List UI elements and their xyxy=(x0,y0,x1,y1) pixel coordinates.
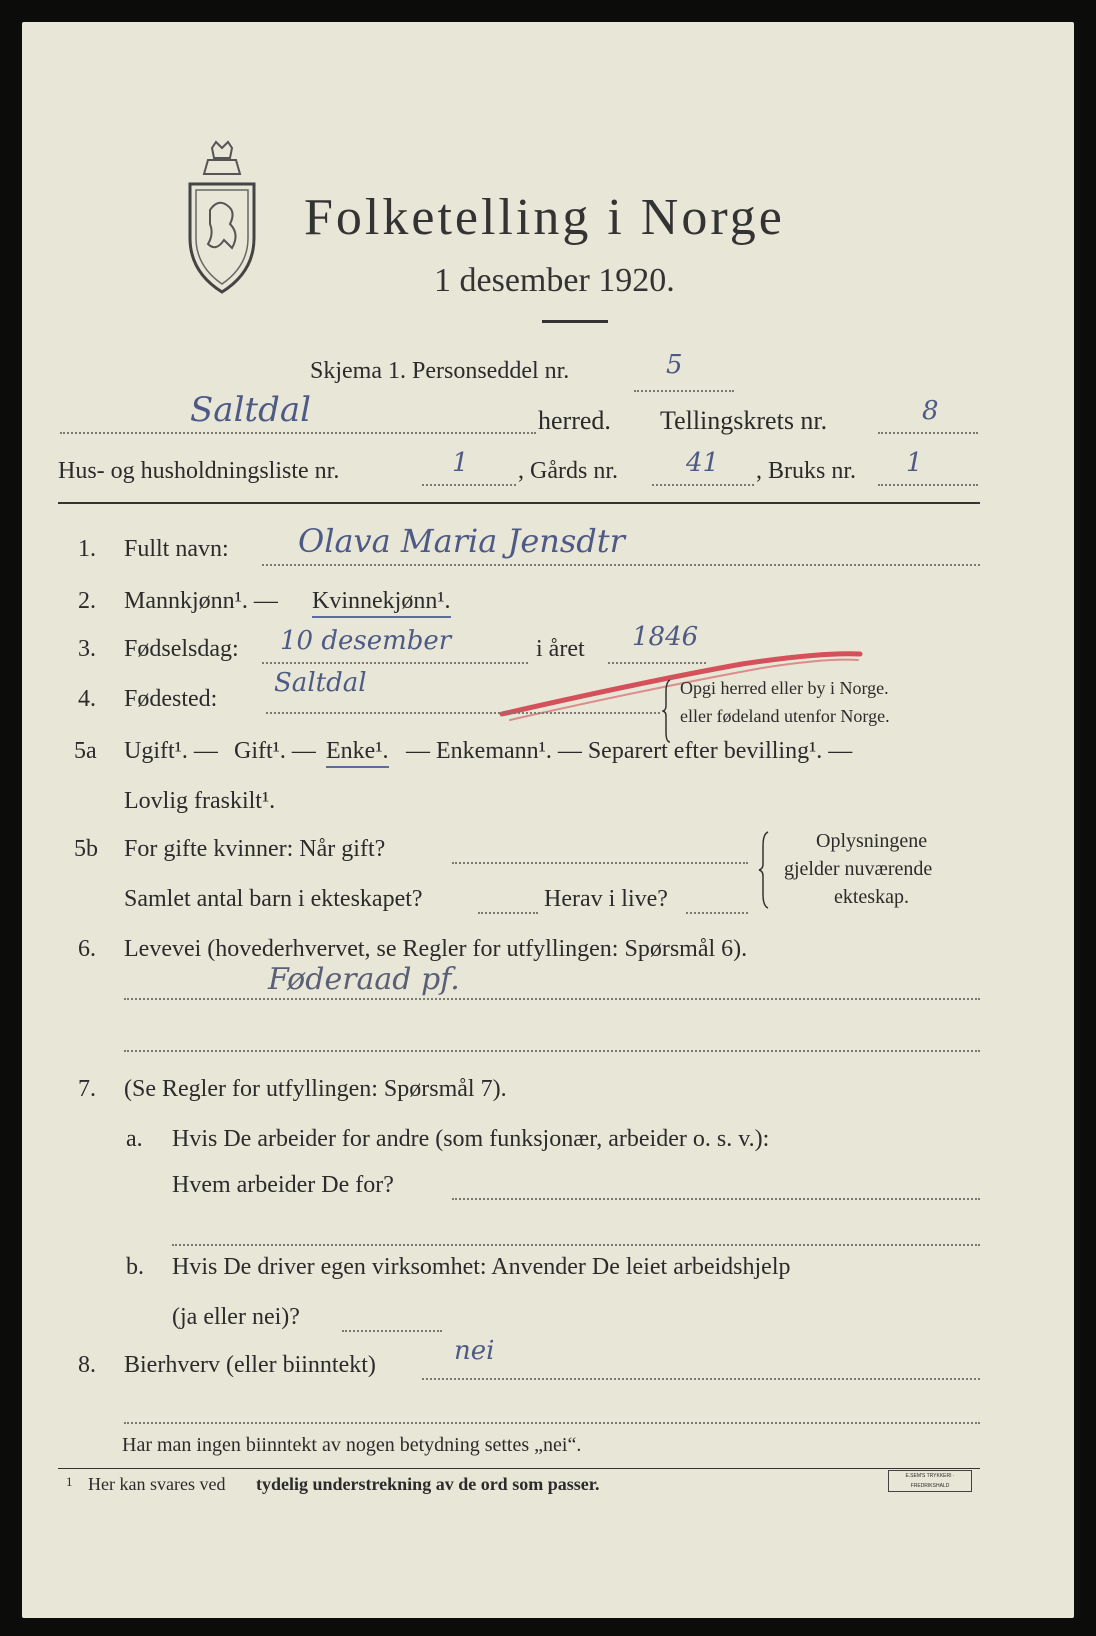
q3-number: 3. xyxy=(78,636,96,662)
q7a-letter: a. xyxy=(126,1126,143,1152)
q8-label: Bierhverv (eller biinntekt) xyxy=(124,1352,376,1378)
q5b-number: 5b xyxy=(74,836,98,862)
q4-number: 4. xyxy=(78,686,96,712)
gender-female-option[interactable]: Kvinnekjønn¹. xyxy=(312,588,451,618)
gender-male-option[interactable]: Mannkjønn¹. — xyxy=(124,588,278,614)
q5a-number: 5a xyxy=(74,738,97,764)
q2-number: 2. xyxy=(78,588,96,614)
printer-stamp: E.SEM'S TRYKKERI · FREDRIKSHALD xyxy=(888,1470,972,1492)
birth-day-value[interactable]: 10 desember xyxy=(280,626,452,656)
birth-year-label: i året xyxy=(536,636,585,662)
q7b-text: Hvis De driver egen virksomhet: Anvender De leiet arbeidshjelp xyxy=(172,1254,791,1280)
marital-enke-option[interactable]: Enke¹. xyxy=(326,738,389,768)
husholdningsliste-label: Hus- og husholdningsliste nr. xyxy=(58,458,340,484)
marriage-note-2: gjelder nuværende xyxy=(784,858,933,880)
q1-number: 1. xyxy=(78,536,96,562)
footnote-text-b: tydelig understrekning av de ord som passer. xyxy=(256,1474,600,1494)
form-title: Folketelling i Norge xyxy=(304,189,785,246)
q6-number: 6. xyxy=(78,936,96,962)
q7-label: (Se Regler for utfyllingen: Spørsmål 7). xyxy=(124,1076,507,1102)
brace-icon xyxy=(758,830,772,910)
marital-fraskilt-option[interactable]: Lovlig fraskilt¹. xyxy=(124,788,276,814)
employer-field[interactable] xyxy=(452,1198,980,1200)
gards-label: , Gårds nr. xyxy=(518,458,618,484)
header-rule xyxy=(58,502,980,504)
birth-year-value[interactable]: 1846 xyxy=(632,622,699,652)
personseddel-number[interactable]: 5 xyxy=(666,350,683,380)
children-count-label: Samlet antal barn i ekteskapet? xyxy=(124,886,423,912)
footnote-text-a: Her kan svares ved xyxy=(88,1474,226,1494)
birthplace-value[interactable]: Saltdal xyxy=(274,668,367,698)
herred-value[interactable]: Saltdal xyxy=(190,390,312,430)
birthplace-note-1: Opgi herred eller by i Norge. xyxy=(680,678,889,698)
birthplace-note-2: eller fødeland utenfor Norge. xyxy=(680,706,890,726)
title-divider xyxy=(542,320,608,323)
q7a-text: Hvis De arbeider for andre (som funksjonær, arbeider o. s. v.): xyxy=(172,1126,770,1152)
bruks-label: , Bruks nr. xyxy=(756,458,857,484)
q7-number: 7. xyxy=(78,1076,96,1102)
tellingskrets-number[interactable]: 8 xyxy=(922,396,939,426)
census-date: 1 desember 1920. xyxy=(434,262,675,299)
occupation-value[interactable]: Føderaad pf. xyxy=(268,962,460,997)
census-form-page xyxy=(22,22,1074,1618)
when-married-label: For gifte kvinner: Når gift? xyxy=(124,836,386,862)
q8-number: 8. xyxy=(78,1352,96,1378)
hired-help-label: (ja eller nei)? xyxy=(172,1304,300,1330)
marital-ugift-option[interactable]: Ugift¹. — xyxy=(124,738,218,764)
children-alive-label: Herav i live? xyxy=(544,886,668,912)
marital-gift-option[interactable]: Gift¹. — xyxy=(234,738,316,764)
footer-note: Har man ingen biinntekt av nogen betydning settes „nei“. xyxy=(122,1434,582,1456)
husholdningsliste-number[interactable]: 1 xyxy=(452,448,469,478)
tellingskrets-label: Tellingskrets nr. xyxy=(660,406,828,435)
full-name-value[interactable]: Olava Maria Jensdtr xyxy=(298,522,625,560)
skjema-label: Skjema 1. Personseddel nr. xyxy=(310,358,570,384)
q6-label: Levevei (hovederhvervet, se Regler for utfyllingen: Spørsmål 6). xyxy=(124,936,748,962)
q7b-letter: b. xyxy=(126,1254,144,1280)
bruks-number[interactable]: 1 xyxy=(906,448,923,478)
q1-label: Fullt navn: xyxy=(124,536,229,562)
footer-rule xyxy=(58,1468,980,1469)
marriage-note-3: ekteskap. xyxy=(834,886,909,908)
q4-label: Fødested: xyxy=(124,686,218,712)
side-income-value[interactable]: nei xyxy=(454,1336,495,1366)
gards-number[interactable]: 41 xyxy=(686,448,720,478)
employer-label: Hvem arbeider De for? xyxy=(172,1172,394,1198)
brace-icon xyxy=(662,678,676,744)
herred-label: herred. xyxy=(538,406,611,435)
q3-label: Fødselsdag: xyxy=(124,636,239,662)
hired-help-field[interactable] xyxy=(342,1330,442,1332)
marital-other-options[interactable]: — Enkemann¹. — Separert efter bevilling¹. — xyxy=(406,738,853,764)
footnote-number: 1 xyxy=(66,1474,73,1489)
marriage-note-1: Oplysningene xyxy=(816,830,928,852)
coat-of-arms-icon xyxy=(182,140,262,300)
